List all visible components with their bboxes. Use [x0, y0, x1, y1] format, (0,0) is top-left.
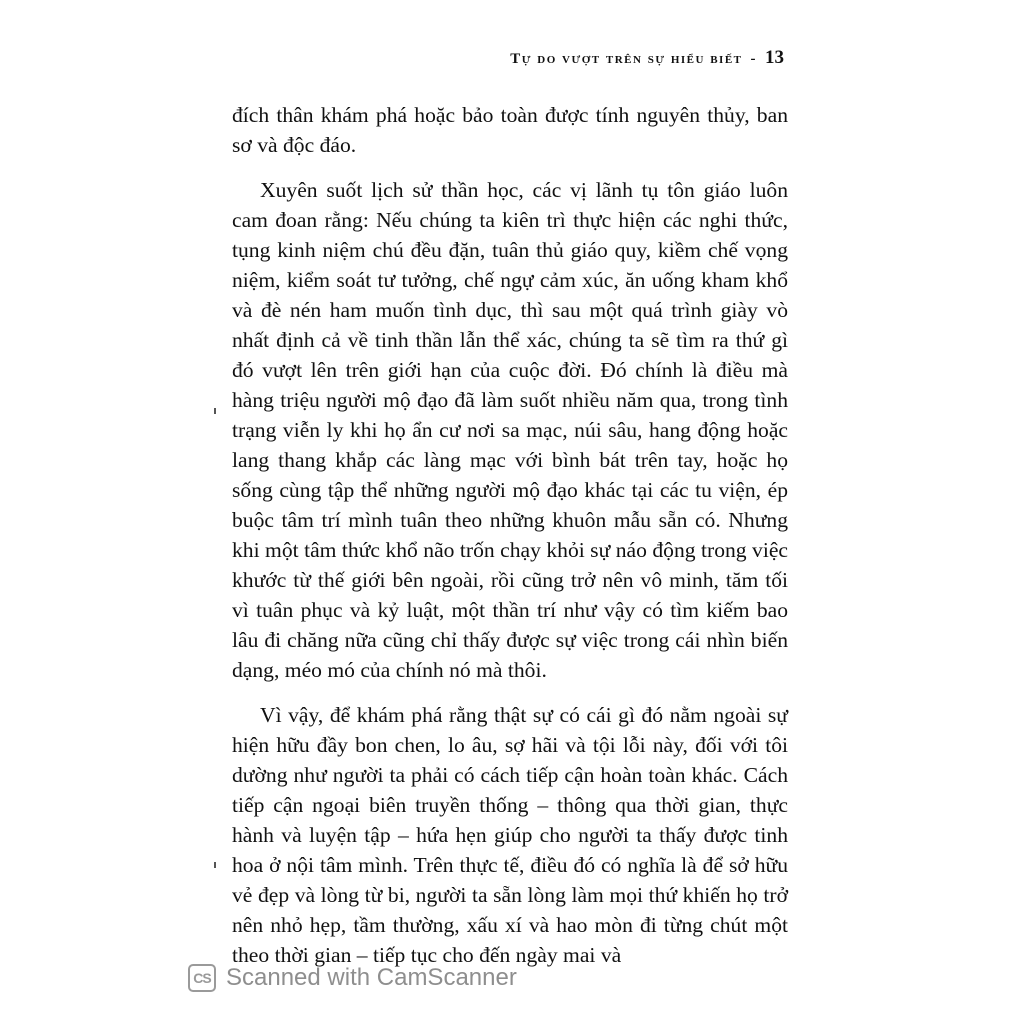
running-header — [510, 47, 784, 69]
paragraph: Xuyên suốt lịch sử thần học, các vị lãnh tụ tôn giáo luôn cam đoan rằng: Nếu chúng ta kiên trì thực hiện các nghi thức, tụng kinh niệm chú đều đặn, tuân thủ giáo quy, kiềm chế vọng niệm, kiểm soát tư tưởng, chế ngự cảm xúc, ăn uống kham khổ và đè nén ham muốn tình dục, thì sau một quá trình giày vò nhất định cả về tinh thần lẫn thể xác, chúng ta sẽ tìm ra thứ gì đó vượt lên trên giới hạn của cuộc đời. Đó chính là điều mà hàng triệu người mộ đạo đã làm suốt nhiều năm qua, trong tình trạng viễn ly khi họ ẩn cư nơi sa mạc, núi sâu, hang động hoặc lang thang khắp các làng mạc với bình bát trên tay, hoặc họ sống cùng tập thể những người mộ đạo khác tại các tu viện, ép buộc tâm trí mình tuân theo những khuôn mẫu sẵn có. Nhưng khi một tâm thức khổ não trốn chạy khỏi sự náo động trong việc khước từ thế giới bên ngoài, rồi cũng trở nên vô minh, tăm tối vì tuân phục và kỷ luật, một thần trí như vậy có tìm kiếm bao lâu đi chăng nữa cũng chỉ thấy được sự việc trong cái nhìn biến dạng, méo mó của chính nó mà thôi. — [232, 178, 788, 682]
running-title: Tự do vượt trên sự hiểu biết — [510, 51, 743, 67]
camscanner-logo-icon: CS — [188, 964, 216, 992]
body-text — [232, 100, 788, 985]
camscanner-watermark — [188, 964, 517, 992]
scan-speck — [214, 408, 216, 414]
header-separator: - — [750, 51, 757, 67]
page-number: 13 — [765, 47, 784, 68]
watermark-text: Scanned with CamScanner — [226, 964, 517, 991]
paragraph: Vì vậy, để khám phá rằng thật sự có cái gì đó nằm ngoài sự hiện hữu đầy bon chen, lo âu, sợ hãi và tội lỗi này, đối với tôi dường như người ta phải có cách tiếp cận hoàn toàn khác. Cách tiếp cận ngoại biên truyền thống – thông qua thời gian, thực hành và luyện tập – hứa hẹn giúp cho người ta thấy được tinh hoa ở nội tâm mình. Trên thực tế, điều đó có nghĩa là để sở hữu vẻ đẹp và lòng từ bi, người ta sẵn lòng làm mọi thứ khiến họ trở nên nhỏ hẹp, tầm thường, xấu xí và hao mòn đi từng chút một theo thời gian – tiếp tục cho đến ngày mai và — [232, 703, 788, 967]
scan-speck — [214, 862, 216, 868]
paragraph-continued: đích thân khám phá hoặc bảo toàn được tính nguyên thủy, ban sơ và độc đáo. — [232, 103, 788, 157]
